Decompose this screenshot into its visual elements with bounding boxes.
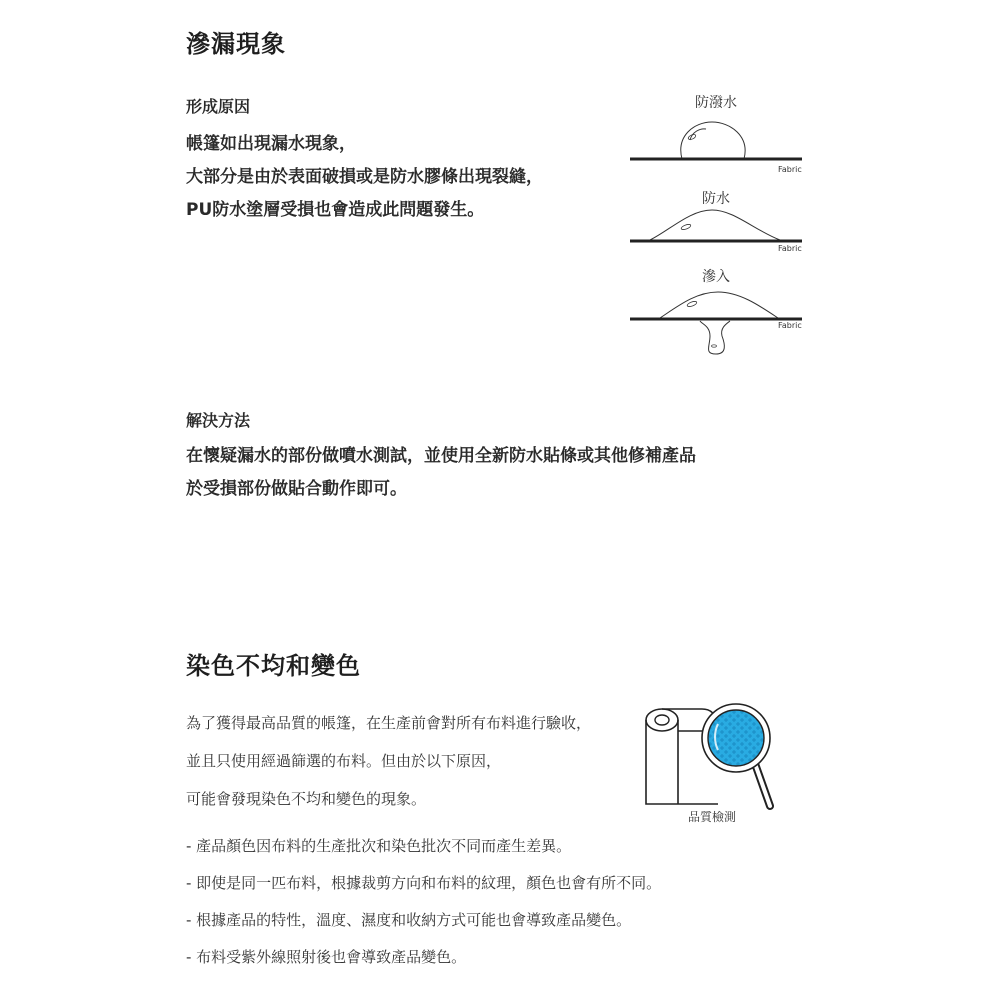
- icon-label: 品質檢測: [688, 810, 737, 824]
- intro-line: 為了獲得最高品質的帳篷，在生產前會對所有布料進行驗收，: [186, 714, 592, 732]
- solution-heading: 解決方法: [186, 411, 251, 430]
- cause-heading: 形成原因: [186, 97, 251, 116]
- water-drop-diagram: [630, 110, 810, 370]
- fabric-roll-magnifier-icon: [640, 698, 780, 813]
- state-label-penetration: 滲入: [702, 269, 730, 285]
- solution-line: 於受損部份做貼合動作即可。: [186, 479, 407, 499]
- section2-intro: [186, 704, 646, 818]
- penetration-droplet-icon: [660, 292, 778, 354]
- bullet-item: - 根據產品的特性，溫度、濕度和收納方式可能也會導致產品變色。: [186, 911, 632, 929]
- section1-title: 滲漏現象: [186, 30, 286, 58]
- fabric-label-2: Fabric: [778, 244, 802, 253]
- repellent-droplet-icon: [681, 122, 745, 159]
- solution-text: [186, 440, 786, 506]
- intro-line: 可能會發現染色不均和變色的現象。: [186, 790, 427, 808]
- bullet-item: - 布料受紫外線照射後也會導致產品變色。: [186, 948, 467, 966]
- magnifier-icon: [702, 704, 770, 806]
- cause-line: PU防水塗層受損也會造成此問題發生。: [186, 200, 485, 220]
- waterproof-droplet-icon: [650, 210, 780, 240]
- section2-title: 染色不均和變色: [186, 652, 361, 680]
- fabric-label-3: Fabric: [778, 321, 802, 330]
- cause-line: 帳篷如出現漏水現象，: [186, 134, 356, 154]
- intro-line: 並且只使用經過篩選的布料。但由於以下原因，: [186, 752, 502, 770]
- state-label-water-repellent: 防潑水: [695, 95, 737, 111]
- cause-line: 大部分是由於表面破損或是防水膠條出現裂縫，: [186, 167, 543, 187]
- bullet-item: - 即使是同一匹布料，根據裁剪方向和布料的紋理，顏色也會有所不同。: [186, 874, 662, 892]
- bullet-list: [186, 835, 906, 983]
- fabric-label-1: Fabric: [778, 165, 802, 174]
- solution-line: 在懷疑漏水的部份做噴水測試，並使用全新防水貼條或其他修補產品: [186, 446, 696, 466]
- bullet-item: - 產品顏色因布料的生產批次和染色批次不同而產生差異。: [186, 837, 572, 855]
- cause-text: [186, 128, 616, 227]
- state-label-waterproof: 防水: [702, 191, 730, 207]
